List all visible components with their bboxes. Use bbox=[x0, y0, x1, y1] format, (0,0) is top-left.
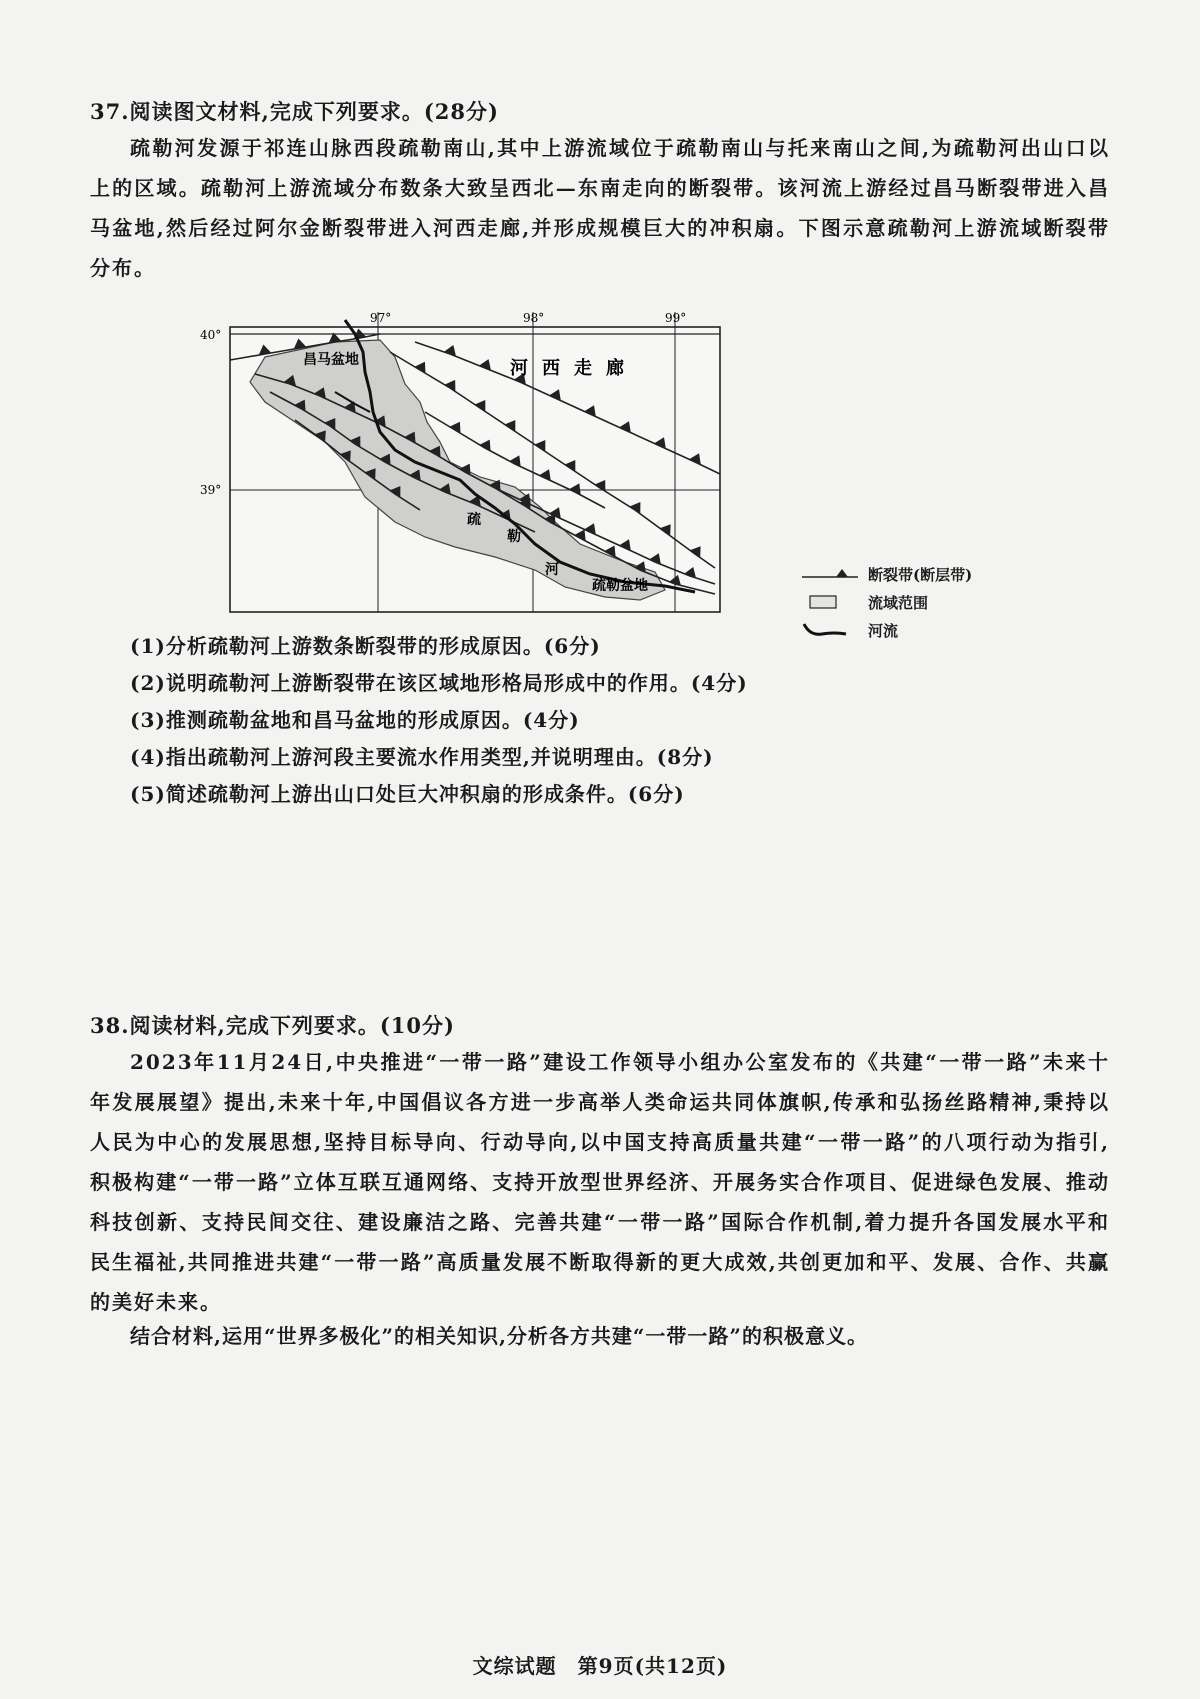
page-footer: 文综试题 第9页(共12页) bbox=[472, 1654, 728, 1678]
q38-material: 2023年11月24日,中央推进“一带一路”建设工作领导小组办公室发布的《共建“一带一路”未来十年发展展望》提出,未来十年,中国倡议各方进一步高举人类命运共同体旗帜,传承和弘扬丝路精神,秉持以人民为中心的发展思想,坚持目标导向、行动导向,以中国支持高质量共建“一带一路”的八项行动为指引,积极构建“一带一路”立体互联互通网络、支持开放型世界经济、开展务实合作项目、促进绿色发展、推动科技创新、支持民间交往、建设廉洁之路、完善共建“一带一路”国际合作机制,着力提升各国发展水平和民生福祉,共同推进共建“一带一路”高质量发展不断取得新的更大成效,共创更加和平、发展、合作、共赢的美好未来。 bbox=[90, 1050, 1110, 1314]
legend-basin-label: 流域范围 bbox=[868, 593, 929, 612]
legend-fault-label: 断裂带(断层带) bbox=[868, 565, 973, 584]
lat-label-40: 40° bbox=[200, 328, 222, 342]
q37-material: 疏勒河发源于祁连山脉西段疏勒南山,其中上游流域位于疏勒南山与托来南山之间,为疏勒河出山口以上的区域。疏勒河上游流域分布数条大致呈西北—东南走向的断裂带。该河流上游经过昌马断裂带进入昌马盆地,然后经过阿尔金断裂带进入河西走廊,并形成规模巨大的冲积扇。下图示意疏勒河上游流域断裂带分布。 bbox=[90, 136, 1110, 280]
legend-basin bbox=[800, 588, 972, 616]
q37-title: 37.阅读图文材料,完成下列要求。(28分) bbox=[90, 99, 499, 124]
lat-label-39: 39° bbox=[200, 483, 222, 497]
map-legend bbox=[800, 560, 972, 644]
q37-question-3: (3)推测疏勒盆地和昌马盆地的形成原因。(4分) bbox=[130, 708, 580, 732]
legend-fault bbox=[800, 560, 972, 588]
q37-question-1: (1)分析疏勒河上游数条断裂带的形成原因。(6分) bbox=[130, 634, 601, 658]
basin-symbol-icon bbox=[800, 594, 860, 610]
lon-label-98: 98° bbox=[523, 312, 545, 325]
changma-basin-label: 昌马盆地 bbox=[303, 352, 359, 368]
river-label-2: 勒 bbox=[507, 529, 521, 545]
legend-river bbox=[800, 616, 972, 644]
q37-question-4: (4)指出疏勒河上游河段主要流水作用类型,并说明理由。(8分) bbox=[130, 745, 714, 769]
legend-river-label: 河流 bbox=[868, 621, 899, 640]
q38-title: 38.阅读材料,完成下列要求。(10分) bbox=[90, 1013, 455, 1038]
river-label-3: 河 bbox=[545, 562, 559, 578]
river-label-1: 疏 bbox=[467, 512, 481, 528]
fault-map bbox=[195, 312, 735, 622]
bleed-through bbox=[700, 100, 717, 123]
shule-basin-label: 疏勒盆地 bbox=[592, 578, 648, 594]
q37-questions bbox=[130, 628, 748, 813]
q37-question-5: (5)简述疏勒河上游出山口处巨大冲积扇的形成条件。(6分) bbox=[130, 782, 685, 806]
q38-prompt: 结合材料,运用“世界多极化”的相关知识,分析各方共建“一带一路”的积极意义。 bbox=[130, 1324, 868, 1348]
river-symbol-icon bbox=[800, 622, 860, 638]
fault-symbol-icon bbox=[800, 567, 860, 581]
hexi-corridor-label: 河西走廊 bbox=[510, 358, 638, 379]
lon-label-97: 97° bbox=[370, 312, 392, 325]
lon-label-99: 99° bbox=[665, 312, 687, 325]
q37-question-2: (2)说明疏勒河上游断裂带在该区域地形格局形成中的作用。(4分) bbox=[130, 671, 748, 695]
